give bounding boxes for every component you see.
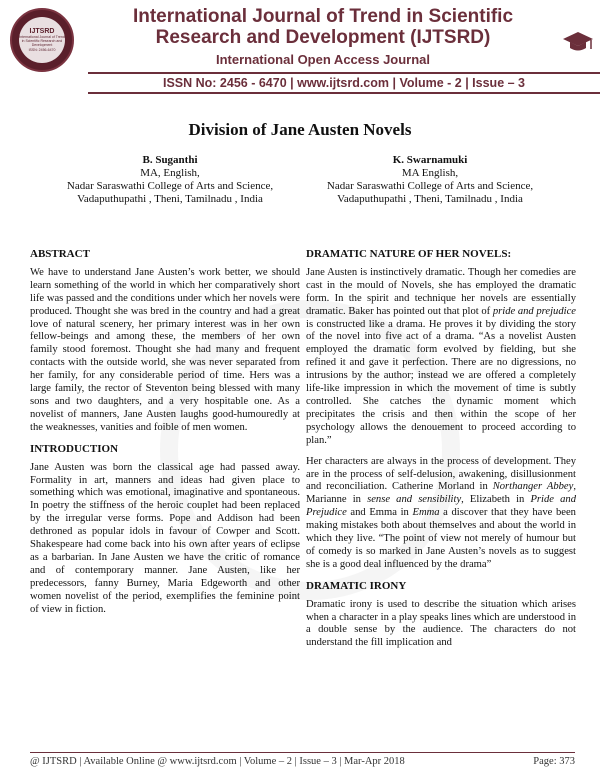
dramatic-irony-text: Dramatic irony is used to describe the situation which arises when a character in a play speaks lines which are understood in a double sense by the audience. The characters do not understand the fill implication and (306, 598, 576, 649)
page-number: Page: 373 (533, 756, 575, 767)
dramatic-nature-paragraph-2: Her characters are always in the process of development. They are in the process of self-delusion, awakening, disillusionment and reconciliation. Catherine Morland in Northanger Abbey, Marianne in sense and sensibility, Elizabeth in Pride and Prejudice and Emma in Emma a discover that they have been making mistakes both about themselves and about the world in which they live. “The point of view not merely of humour but of comedy is so marked in Jane Austen’s novels as to suggest she is a good deal influenced by the drama” (306, 455, 576, 570)
dramatic-irony-heading: DRAMATIC IRONY (306, 579, 407, 592)
author-degree: MA English, (401, 167, 459, 179)
logo-issn: ISSN: 2456-6470 (28, 47, 56, 52)
author-name: K. Swarnamuki (392, 154, 468, 166)
dramatic-nature-paragraph-1: Jane Austen is instinctively dramatic. Though her comedies are cast in the mould of Novels, she has employed the dramatic form. In the spirit and technique her novels are essentially dramatic. Baker has pointed out that plot of pride and prejudice is constructed like a drama. He proves it by dividing the story of the novel into five act of a drama. “As a novelist Austen employed the dramatic form evolved by fielding, but she refined it and gave it perfection. There are no digressions, no intrusions by the author; instead we are offered a completely life-like impression in which the movement of time is subtly controlled. She catches the dynamic moment which precipitates the crisis and then within the scope of her psychology allows the denouement to proceed according to plan.” (306, 266, 576, 446)
author-place: Vadaputhupathi , Theni, Tamilnadu , India (337, 193, 523, 205)
open-access-label: International Open Access Journal (215, 52, 431, 67)
abstract-heading: ABSTRACT (30, 248, 90, 260)
author-degree: MA, English, (140, 167, 200, 179)
issn-bar: ISSN No: 2456 - 6470 | www.ijtsrd.com | Volume - 2 | Issue – 3 (88, 72, 600, 94)
author-name: B. Suganthi (142, 154, 198, 166)
left-column (30, 248, 300, 624)
author-block-1 (40, 154, 300, 206)
right-column (306, 248, 576, 658)
author-college: Nadar Saraswathi College of Arts and Science, (326, 180, 534, 192)
introduction-text: Jane Austen was born the classical age had passed away. Formality in art, manners and ideas had given place to something which was emotional, imaginative and spontaneous. In poetry the stiffness of the heroic couplet had been replaced by the irregular verse forms. Pope and Addison had been dethroned as popular idols in favour of Cowper and Scott. Shakespeare had come back into his own after years of eclipse as a barbarian. In Jane Austen we have the critic of romance and of contemporary manner. Jane Austen, like her predecessors, fanny Burney, Maria Edgeworth and other women novelist of the period, exemplifies the feminine point of view in fiction. (30, 461, 300, 615)
journal-title: International Journal of Trend in Scientific Research and Development (IJTSRD) (132, 6, 514, 48)
paper-title: Division of Jane Austen Novels (188, 120, 412, 139)
dramatic-nature-heading: DRAMATIC NATURE OF HER NOVELS: (306, 248, 512, 260)
author-block-2 (300, 154, 560, 206)
logo-journal-name: International Journal of Trend in Scientific Research and Development (19, 34, 65, 47)
footer-citation: @ IJTSRD | Available Online @ www.ijtsrd.com | Volume – 2 | Issue – 3 | Mar-Apr 2018 (30, 756, 405, 767)
journal-header (0, 0, 600, 100)
author-place: Vadaputhupathi , Theni, Tamilnadu , India (77, 193, 263, 205)
author-college: Nadar Saraswathi College of Arts and Science, (66, 180, 274, 192)
abstract-text: We have to understand Jane Austen’s work better, we should learn something of the world in which her comparatively short life was passed and the conditions under which her novels were produced. Thought she was bred in the country and had a great love of natural scenery, her primary interest was in her own fellow-beings and among these, the members of her own family stood foremost. Thought she had many and frequent contacts with the outside world, she was never separated from her family, for any considerable period of time. Hers was a large family, the rector of Steventon being blessed with many sons and two daughters, and a very hospitable one. As a novelist of manners, Jane Austen laughs good-humouredly at the weaknesses, vanities and foible of men women. (30, 266, 300, 433)
journal-logo (10, 8, 74, 72)
graduation-cap-icon (562, 30, 594, 54)
page-footer (30, 752, 575, 767)
logo-acronym: IJTSRD (29, 27, 55, 35)
introduction-heading: INTRODUCTION (30, 442, 119, 455)
